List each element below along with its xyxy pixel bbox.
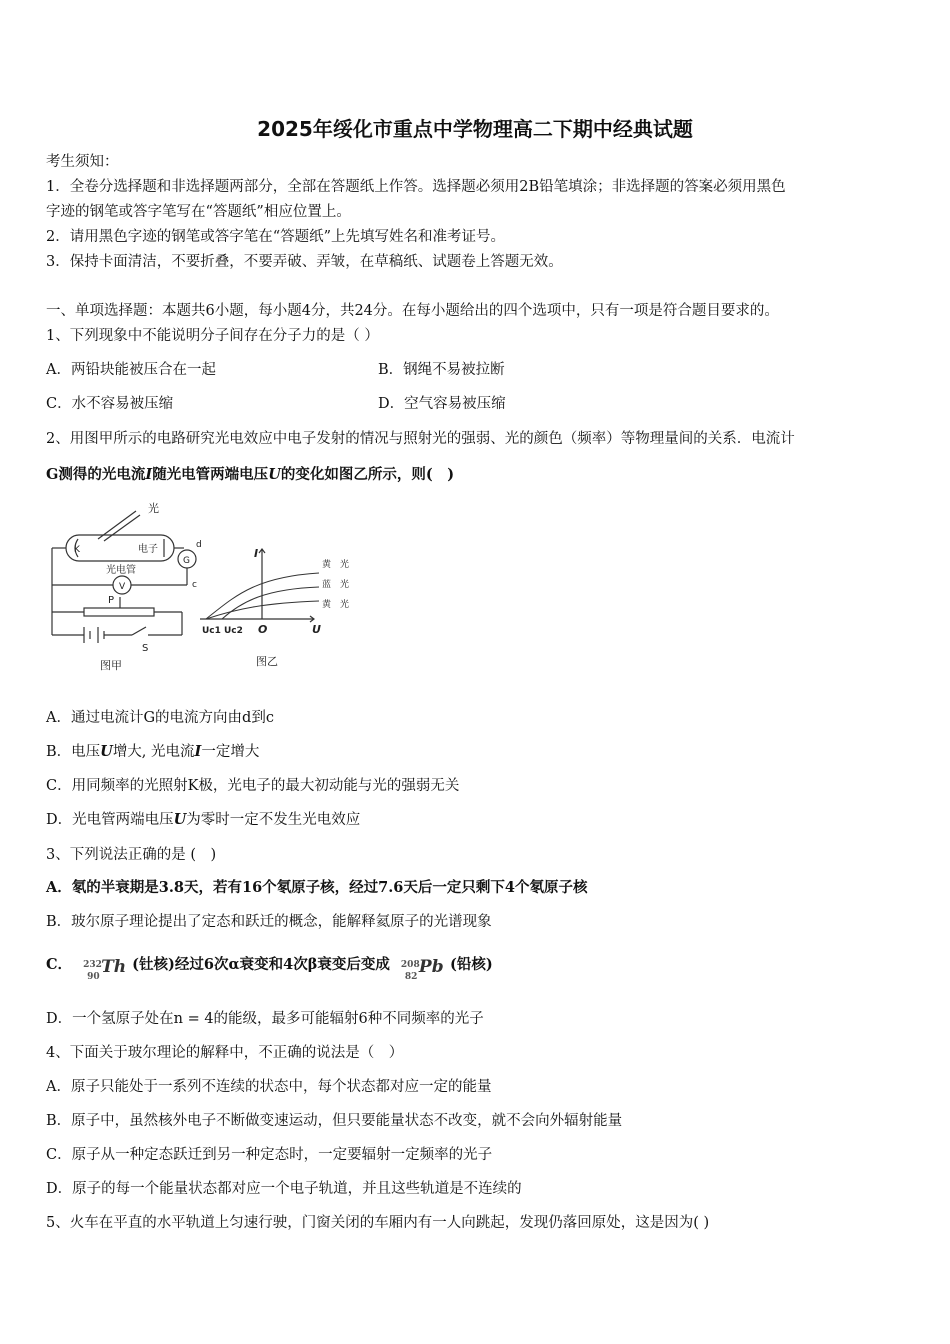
- q1-option-d: D．空气容易被压缩: [378, 396, 506, 412]
- notice-item-3: 3．保持卡面清洁，不要折叠，不要弄破、弄皱，在草稿纸、试题卷上答题无效。: [46, 254, 563, 270]
- q3-stem: 3、下列说法正确的是 ( ): [46, 847, 217, 863]
- thorium-nuclide: 232 90 Th: [83, 957, 127, 982]
- q5-stem: 5、火车在平直的水平轨道上匀速行驶，门窗关闭的车厢内有一人向跳起，发现仍落回原处，这是因为( ): [46, 1215, 710, 1231]
- q3-option-a: A．氡的半衰期是3.8天，若有16个氡原子核，经过7.6天后一定只剩下4个氡原子核: [46, 879, 588, 896]
- section-heading: 一、单项选择题：本题共6小题，每小题4分，共24分。在每小题给出的四个选项中，只有一项是符合题目要求的。: [46, 303, 779, 319]
- q3-option-b: B．玻尔原子理论提出了定态和跃迁的概念，能解释氦原子的光谱现象: [46, 914, 492, 930]
- q4-option-d: D．原子的每一个能量状态都对应一个电子轨道，并且这些轨道是不连续的: [46, 1181, 522, 1197]
- label-i-axis: I: [254, 547, 259, 560]
- q2-option-d: D．光电管两端电压U为零时一定不发生光电效应: [46, 811, 361, 828]
- q2-stem-line1: 2、用图甲所示的电路研究光电效应中电子发射的情况与照射光的强弱、光的颜色（频率）等物理量间的关系．电流计: [46, 431, 795, 447]
- notice-item-1-cont: 字迹的钢笔或答字笔写在“答题纸”相应位置上。: [46, 204, 351, 220]
- notice-item-2: 2．请用黑色字迹的钢笔或答字笔在“答题纸”上先填写姓名和准考证号。: [46, 229, 506, 245]
- notice-heading: 考生须知：: [46, 154, 119, 170]
- label-curve-2: 蓝 光: [322, 580, 350, 590]
- q2-option-a: A．通过电流计G的电流方向由d到c: [46, 710, 274, 726]
- label-light: 光: [148, 502, 159, 515]
- label-s: S: [142, 643, 149, 654]
- q4-option-b: B．原子中，虽然核外电子不断做变速运动，但只要能量状态不改变，就不会向外辐射能量: [46, 1113, 623, 1129]
- switch-icon: [132, 627, 146, 635]
- q1-option-c: C．水不容易被压缩: [46, 396, 174, 412]
- label-origin: O: [258, 623, 268, 636]
- label-curve-1: 黄 光: [322, 560, 350, 570]
- q3-option-d: D．一个氢原子处在n = 4的能级，最多可能辐射6种不同频率的光子: [46, 1011, 484, 1027]
- q4-option-a: A．原子只能处于一系列不连续的状态中，每个状态都对应一定的能量: [46, 1079, 492, 1095]
- page-title: 2025年绥化市重点中学物理高二下期中经典试题: [257, 117, 693, 141]
- label-c: c: [192, 580, 197, 590]
- q2-stem-line2: G测得的光电流I随光电管两端电压U的变化如图乙所示，则( ): [46, 466, 455, 483]
- label-electron: 电子: [138, 544, 158, 555]
- q1-option-a: A．两铅块能被压合在一起: [46, 362, 216, 378]
- label-k: K: [74, 545, 80, 555]
- label-v: V: [119, 582, 126, 592]
- q4-stem: 4、下面关于玻尔理论的解释中，不正确的说法是（ ）: [46, 1045, 404, 1061]
- label-uc1: Uc1: [202, 626, 221, 636]
- notice-item-1: 1．全卷分选择题和非选择题两部分，全部在答题纸上作答。选择题必须用2B铅笔填涂；非选择题的答案必须用黑色: [46, 179, 786, 195]
- q1-stem: 1、下列现象中不能说明分子间存在分子力的是（ ）: [46, 328, 379, 344]
- lead-nuclide: 208 82 Pb: [400, 957, 444, 982]
- label-p: P: [108, 595, 115, 606]
- photoelectric-figure: [44, 497, 360, 679]
- q1-option-b: B．钢绳不易被拉断: [378, 362, 505, 378]
- label-g: G: [183, 556, 190, 566]
- rheostat-icon: [84, 608, 154, 616]
- q4-option-c: C．原子从一种定态跃迁到另一种定态时，一定要辐射一定频率的光子: [46, 1147, 493, 1163]
- label-tube: 光电管: [106, 565, 136, 576]
- curve-blue: [222, 587, 319, 619]
- q2-option-b: B．电压U增大, 光电流I一定增大: [46, 743, 260, 760]
- label-d: d: [196, 540, 202, 550]
- q3-option-c: C． 232 90 Th (钍核)经过6次α衰变和4次β衰变后变成 208 82 Pb (铅核): [46, 950, 493, 980]
- label-uc2: Uc2: [224, 626, 243, 636]
- label-u-axis: U: [312, 623, 321, 636]
- label-figure-a: 图甲: [100, 659, 122, 672]
- label-figure-b: 图乙: [256, 655, 278, 668]
- q2-option-c: C．用同频率的光照射K极，光电子的最大初动能与光的强弱无关: [46, 778, 460, 794]
- label-curve-3: 黄 光: [322, 600, 350, 610]
